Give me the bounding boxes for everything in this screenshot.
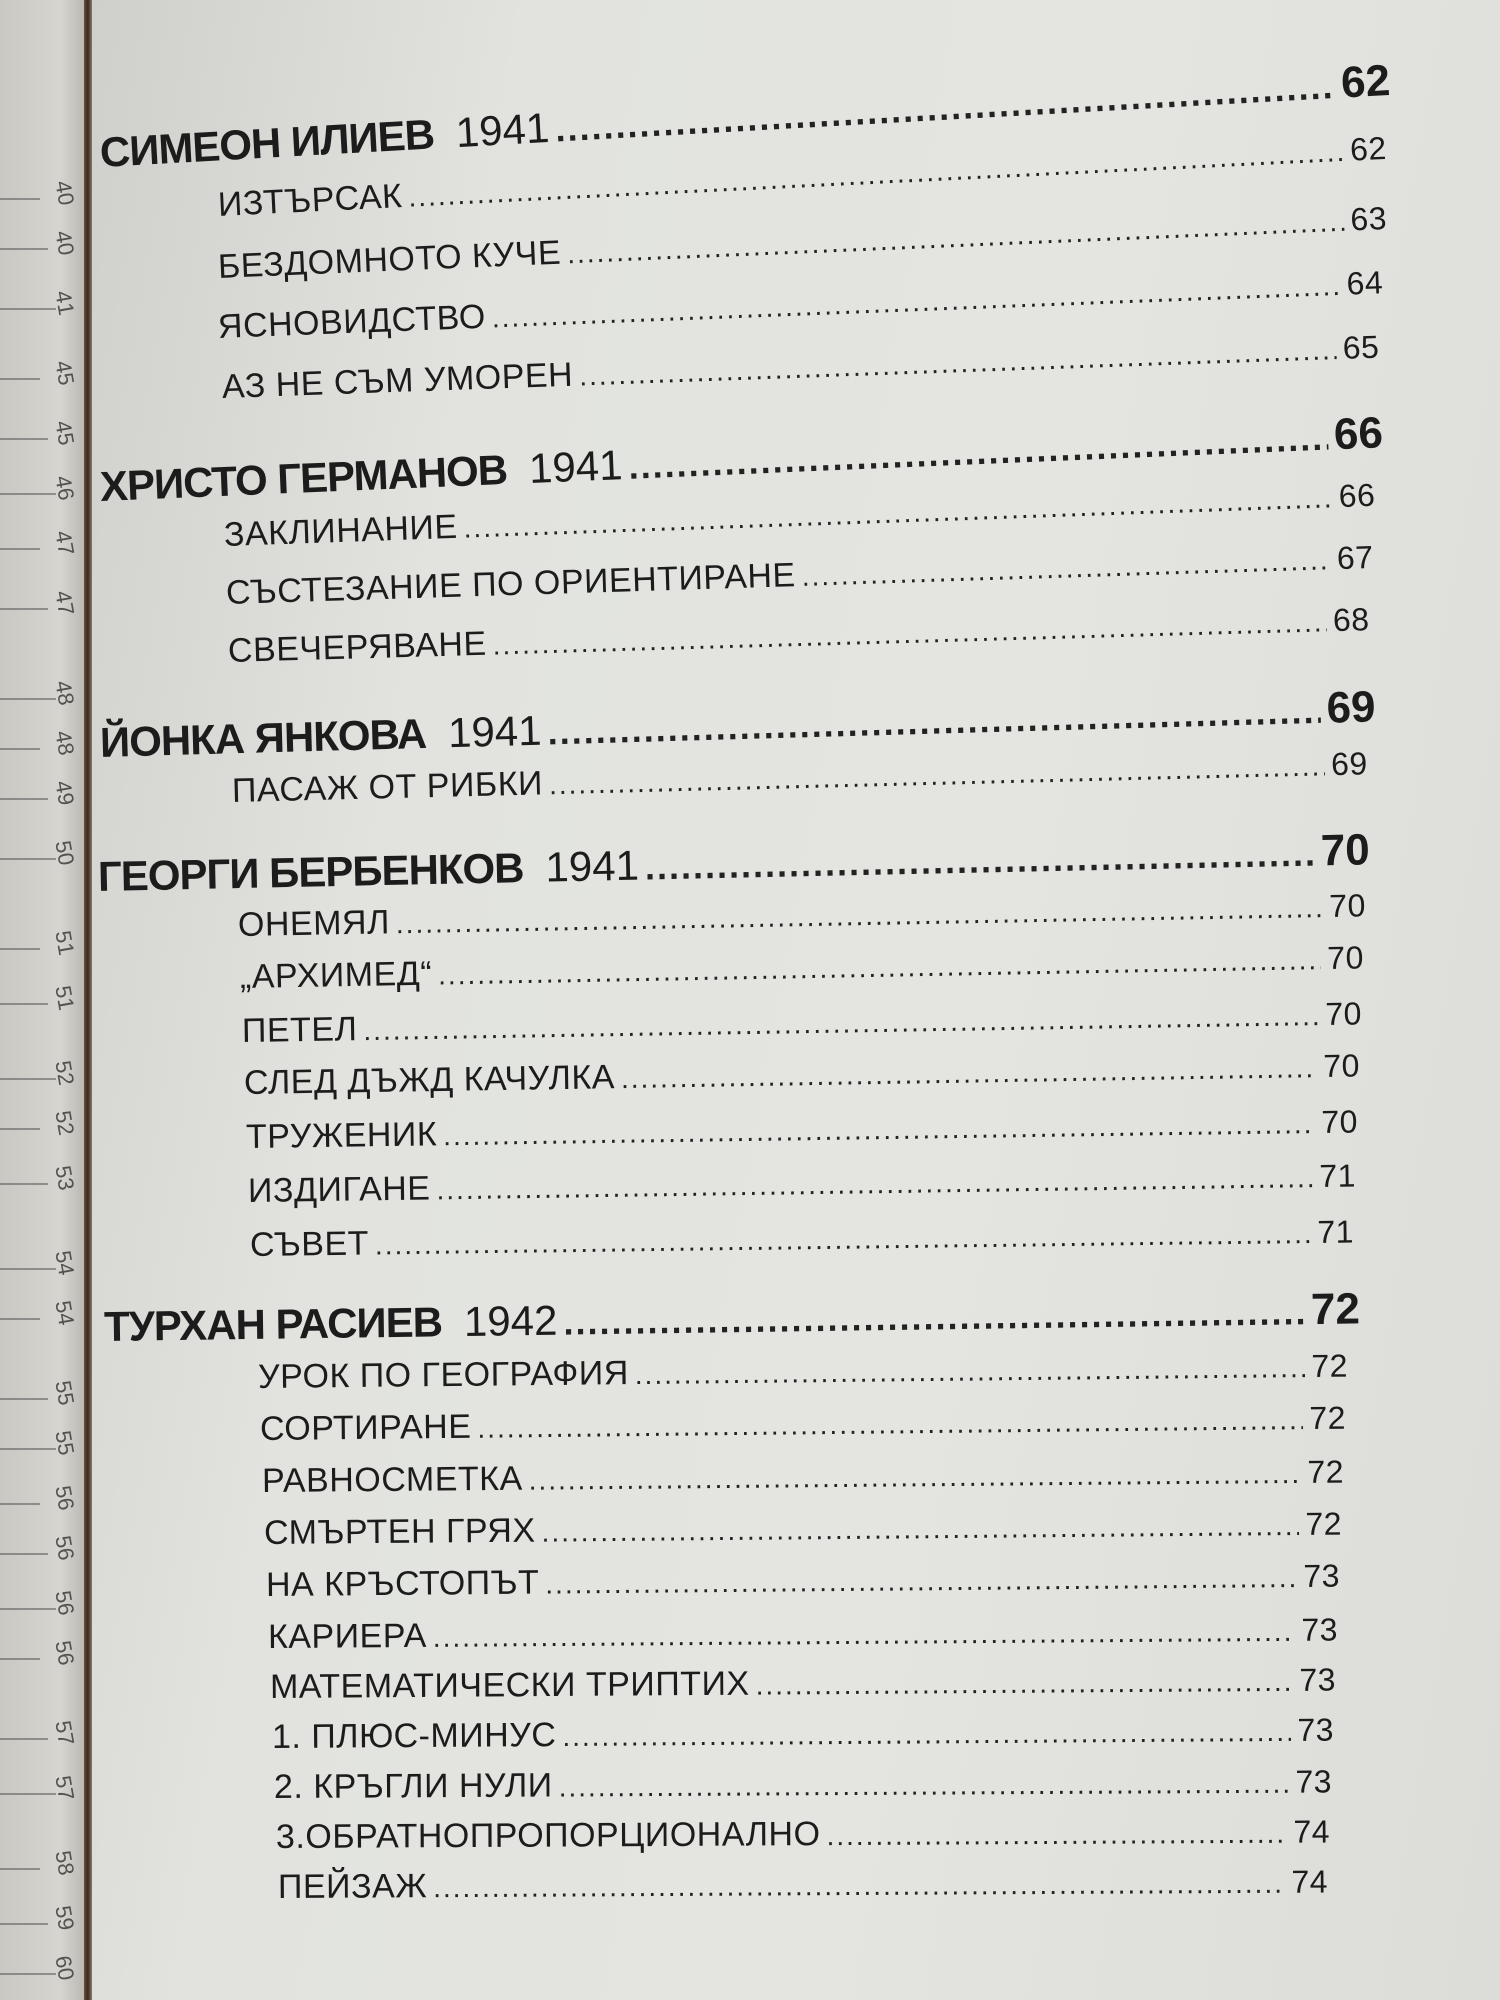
left-page-leader-line [0, 858, 56, 860]
left-page-number: 60 [50, 1953, 80, 1983]
dot-leader [549, 750, 1326, 801]
poem-title: 2. КРЪГЛИ НУЛИ [273, 1766, 553, 1806]
left-page-leader-line [0, 493, 56, 495]
left-page-number: 51 [50, 928, 80, 958]
dot-leader [433, 1868, 1285, 1904]
poem-page-number: 72 [1309, 1399, 1347, 1437]
left-page-leader-line [0, 1793, 56, 1795]
left-page-leader-line [0, 1003, 48, 1005]
author-page-number: 72 [1310, 1284, 1361, 1335]
dot-leader [547, 690, 1321, 754]
left-page-number: 59 [50, 1903, 80, 1933]
left-page-number: 48 [50, 728, 80, 758]
author-page-number: 69 [1325, 682, 1377, 733]
poem-page-number: 73 [1301, 1611, 1339, 1648]
poem-page-number: 70 [1321, 1103, 1359, 1140]
poem-title: СМЪРТЕН ГРЯХ [263, 1511, 536, 1552]
poem-page-number: 73 [1295, 1763, 1333, 1800]
left-page-leader-line [0, 608, 48, 610]
poem-title: ИЗДИГАНЕ [247, 1169, 431, 1210]
left-page-number: 56 [50, 1533, 80, 1563]
left-page-number: 46 [50, 473, 80, 503]
left-page-leader-line [0, 378, 40, 380]
left-page-number: 54 [50, 1248, 80, 1278]
poem-page-number: 67 [1336, 538, 1374, 577]
left-page-number: 55 [50, 1428, 80, 1458]
poem-title: „АРХИМЕД“ [239, 954, 433, 996]
left-page-leader-line [0, 308, 56, 310]
toc-poem-entry [244, 1046, 1360, 1103]
poem-title: ТРУЖЕНИК [245, 1115, 438, 1156]
toc-poem-entry [264, 1505, 1342, 1553]
left-page-number: 58 [50, 1848, 80, 1878]
left-page-leader-line [0, 1448, 56, 1450]
toc-poem-entry [278, 1863, 1328, 1907]
left-page-leader-line [0, 1268, 56, 1270]
dot-leader [621, 1052, 1318, 1095]
left-page-number: 51 [50, 983, 80, 1013]
author-name: ЙОНКА ЯНКОВА [99, 709, 427, 766]
poem-title: СЪВЕТ [249, 1224, 370, 1264]
toc-poem-entry [274, 1762, 1332, 1807]
left-page-leader-line [0, 1128, 40, 1130]
toc-author-entry [104, 1284, 1361, 1352]
left-page-number: 40 [50, 228, 80, 258]
left-page-number: 56 [50, 1638, 80, 1668]
dot-leader [545, 1562, 1297, 1601]
left-page-leader-line [0, 1553, 48, 1555]
toc-poem-entry [258, 1347, 1348, 1397]
left-page-number: 48 [50, 678, 80, 708]
left-page-number: 56 [50, 1588, 80, 1618]
left-page-leader-line [0, 1923, 48, 1925]
author-name: ХРИСТО ГЕРМАНОВ [98, 445, 508, 510]
poem-page-number: 70 [1328, 887, 1367, 924]
toc-poem-entry [225, 538, 1374, 613]
poem-title: МАТЕМАТИЧЕСКИ ТРИПТИХ [269, 1664, 750, 1706]
left-page-number: 45 [50, 358, 80, 388]
author-heading [97, 842, 639, 901]
poem-page-number: 71 [1319, 1157, 1357, 1195]
poem-page-number: 73 [1299, 1661, 1337, 1698]
dot-leader [363, 1000, 1319, 1047]
poem-page-number: 73 [1303, 1557, 1341, 1594]
dot-leader [529, 1458, 1302, 1497]
dot-leader [644, 833, 1315, 889]
poem-page-number: 66 [1338, 476, 1376, 515]
poem-title: ПЕЙЗАЖ [277, 1867, 428, 1906]
poem-page-number: 65 [1342, 328, 1380, 366]
poem-title: ОНЕМЯЛ [237, 903, 391, 944]
left-page-leader-line [0, 1503, 40, 1505]
author-heading [99, 441, 623, 511]
poem-title: РАВНОСМЕТКА [261, 1459, 523, 1500]
poem-title: ПАСАЖ ОТ РИБКИ [231, 764, 544, 810]
left-page-leader-line [0, 748, 40, 750]
left-page-leader-line [0, 548, 40, 550]
dot-leader [801, 544, 1331, 593]
author-name: ТУРХАН РАСИЕВ [103, 1298, 443, 1350]
poem-title: АЗ НЕ СЪМ УМОРЕН [221, 355, 574, 406]
dot-leader [541, 1510, 1299, 1549]
poem-page-number: 73 [1297, 1711, 1335, 1748]
toc-poem-entry [242, 994, 1362, 1051]
poem-page-number: 72 [1311, 1347, 1349, 1384]
poem-title: СВЕЧЕРЯВАНЕ [227, 624, 488, 670]
poem-page-number: 74 [1291, 1863, 1329, 1900]
left-page-leader-line [0, 1973, 56, 1975]
toc-poem-entry [248, 1157, 1356, 1211]
dot-leader [635, 1352, 1306, 1391]
poem-title: ЗАКЛИНАНИЕ [223, 507, 459, 554]
left-page-leader-line [0, 198, 40, 200]
left-page-number: 56 [50, 1483, 80, 1513]
left-page-leader-line [0, 798, 48, 800]
left-page-leader-line [0, 1658, 40, 1660]
dot-leader [826, 1818, 1287, 1852]
toc-poem-entry [246, 1102, 1358, 1157]
author-page-number: 70 [1320, 825, 1371, 876]
poem-title: КАРИЕРА [267, 1616, 427, 1656]
author-name: ГЕОРГИ БЕРБЕНКОВ [97, 844, 524, 900]
dot-leader [579, 334, 1338, 392]
table-of-contents-page [92, 0, 1500, 2000]
poem-page-number: 68 [1332, 601, 1371, 639]
left-page-leader-line [0, 248, 48, 250]
left-page-leader-line [0, 1738, 48, 1740]
toc-poem-entry [268, 1611, 1338, 1657]
left-page-number: 45 [50, 418, 80, 448]
table-of-contents [92, 0, 1500, 2000]
left-page-leader-line [0, 698, 56, 700]
dot-leader [559, 1768, 1290, 1804]
author-heading [104, 1297, 558, 1351]
dot-leader [562, 1716, 1291, 1753]
poem-page-number: 70 [1322, 1047, 1361, 1085]
toc-poem-entry [270, 1661, 1336, 1707]
author-birth-year: 1941 [454, 103, 551, 157]
left-page-leader-line [0, 948, 40, 950]
dot-leader [396, 892, 1324, 940]
poem-title: ИЗТЪРСАК [217, 177, 404, 224]
left-facing-page [0, 0, 86, 2000]
left-page-number: 47 [50, 588, 80, 618]
poem-title: ЯСНОВИДСТВО [217, 297, 487, 346]
author-name: СИМЕОН ИЛИЕВ [98, 110, 436, 176]
left-page-number: 50 [50, 838, 80, 868]
dot-leader [756, 1666, 1294, 1702]
dot-leader [443, 1108, 1316, 1152]
dot-leader [436, 1162, 1313, 1206]
left-page-number: 52 [50, 1058, 80, 1088]
toc-poem-entry [266, 1557, 1340, 1605]
toc-poem-entry [262, 1453, 1344, 1501]
poem-page-number: 70 [1324, 995, 1363, 1032]
dot-leader [628, 417, 1329, 488]
left-page-number: 55 [50, 1378, 80, 1408]
poem-title: 1. ПЛЮС-МИНУС [271, 1716, 557, 1756]
poem-title: 3.ОБРАТНОПРОПОРЦИОНАЛНО [275, 1815, 821, 1856]
poem-page-number: 69 [1330, 745, 1369, 783]
left-page-number: 41 [50, 288, 80, 318]
left-page-leader-line [0, 1868, 40, 1870]
left-page-number: 47 [50, 528, 80, 558]
author-heading [99, 707, 542, 767]
author-birth-year: 1941 [528, 441, 624, 492]
left-page-number: 52 [50, 1108, 80, 1138]
toc-poem-entry [250, 1213, 1354, 1265]
author-page-number: 62 [1339, 55, 1392, 108]
dot-leader [375, 1218, 1312, 1261]
left-page-leader-line [0, 1183, 48, 1185]
dot-leader [463, 482, 1333, 544]
poem-page-number: 72 [1307, 1453, 1345, 1490]
author-page-number: 66 [1332, 408, 1384, 460]
poem-page-number: 71 [1317, 1213, 1355, 1250]
dot-leader [433, 1616, 1296, 1654]
left-page-number: 49 [50, 778, 80, 808]
left-page-leader-line [0, 1398, 48, 1400]
left-page-leader-line [0, 438, 48, 440]
author-heading [99, 104, 551, 177]
author-birth-year: 1941 [447, 706, 543, 757]
poem-title: ПЕТЕЛ [241, 1010, 358, 1050]
poem-page-number: 70 [1326, 939, 1365, 977]
left-page-number: 57 [50, 1718, 80, 1748]
poem-title: БЕЗДОМНОТО КУЧЕ [217, 233, 562, 286]
dot-leader [563, 1291, 1305, 1343]
poem-page-number: 74 [1293, 1813, 1331, 1850]
dot-leader [477, 1404, 1303, 1445]
toc-poem-entry [260, 1399, 1346, 1449]
author-birth-year: 1942 [463, 1296, 558, 1345]
toc-poem-entry [227, 600, 1370, 671]
left-page-leader-line [0, 1608, 56, 1610]
poem-page-number: 62 [1349, 129, 1388, 168]
poem-title: СЪСТЕЗАНИЕ ПО ОРИЕНТИРАНЕ [225, 556, 797, 612]
poem-title: СОРТИРАНЕ [259, 1407, 472, 1448]
poem-page-number: 63 [1349, 200, 1388, 238]
dot-leader [566, 206, 1345, 271]
left-page-leader-line [0, 1078, 56, 1080]
toc-poem-entry [276, 1812, 1330, 1857]
poem-title: НА КРЪСТОПЪТ [265, 1563, 540, 1604]
poem-page-number: 64 [1345, 264, 1384, 302]
poem-page-number: 72 [1305, 1505, 1343, 1542]
poem-title: УРОК ПО ГЕОГРАФИЯ [257, 1354, 629, 1396]
dot-leader [438, 944, 1322, 991]
author-birth-year: 1941 [544, 841, 640, 891]
toc-poem-entry [240, 938, 1365, 997]
dot-leader [492, 606, 1327, 661]
left-page-number: 57 [50, 1773, 80, 1803]
poem-title: СЛЕД ДЪЖД КАЧУЛКА [243, 1058, 616, 1102]
book-gutter [84, 0, 92, 2000]
toc-poem-entry [272, 1711, 1334, 1757]
left-page-number: 53 [50, 1163, 80, 1193]
left-page-number: 40 [50, 178, 80, 208]
left-page-leader-line [0, 1318, 40, 1320]
dot-leader [491, 270, 1341, 335]
left-page-number: 54 [50, 1298, 80, 1328]
